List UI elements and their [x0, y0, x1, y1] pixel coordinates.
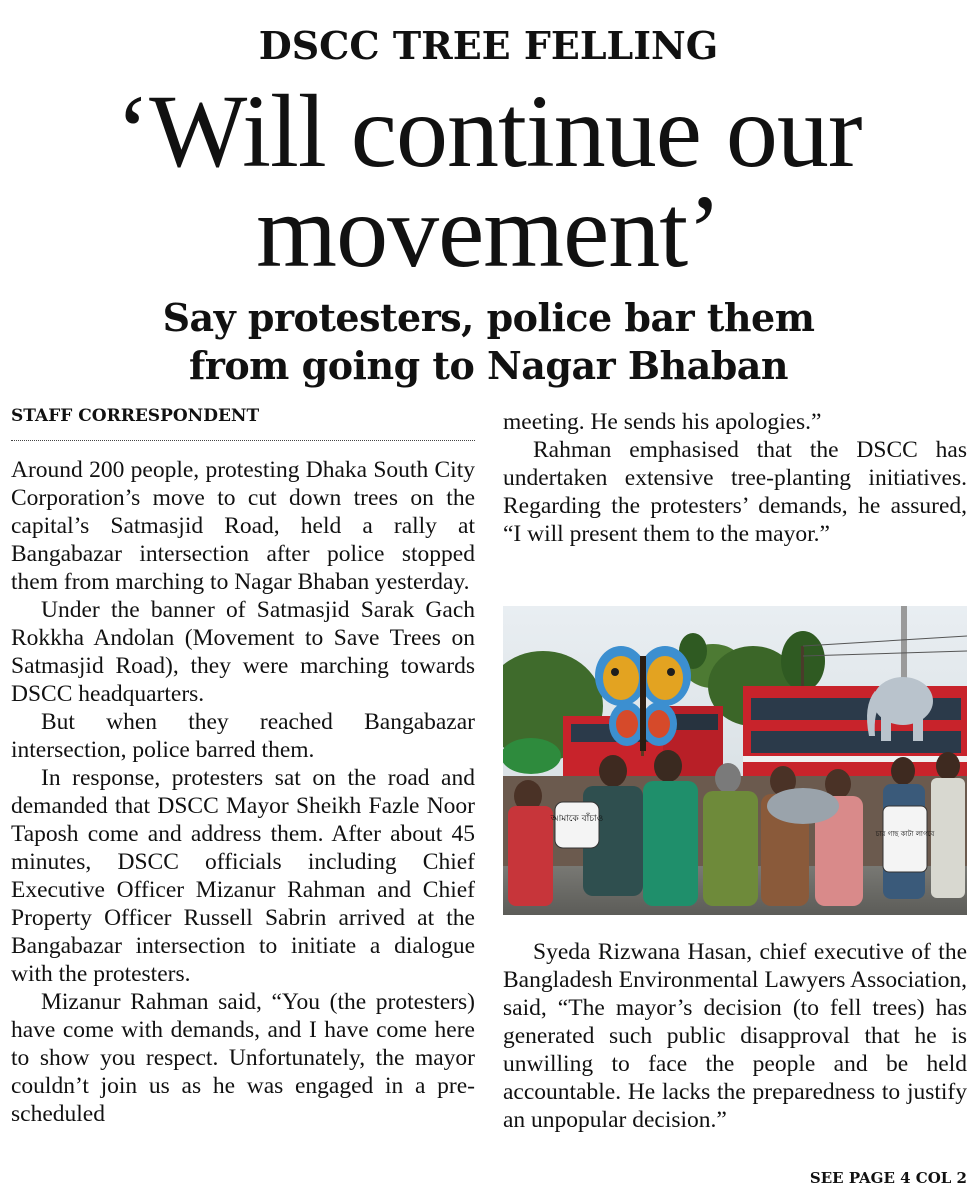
- paragraph: But when they reached Bangabazar intersection, police barred them.: [11, 709, 475, 763]
- headline-line-1: ‘Will continue our: [115, 74, 862, 189]
- subhead: [0, 294, 977, 390]
- headline: [0, 74, 977, 289]
- placard-left-text: আমাকে বাঁচাও: [550, 814, 604, 824]
- column-2-bottom: [503, 938, 967, 1134]
- paragraph: meeting. He sends his apologies.”: [503, 409, 822, 435]
- byline-divider: [11, 440, 475, 441]
- placard-right-text: চার গাছ কাটা লাগবে: [875, 830, 935, 838]
- subhead-line-1: Say protesters, police bar them: [162, 295, 815, 340]
- column-2-top: [503, 408, 967, 548]
- byline: STAFF CORRESPONDENT: [11, 406, 260, 426]
- photo-illustration: [503, 606, 967, 915]
- paragraph: Around 200 people, protesting Dhaka South City Corporation’s move to cut down trees on the capital’s Satmasjid Road, held a rally at Bangabazar intersection after police stopped them from marching to Nagar Bhaban yesterday.: [11, 457, 475, 595]
- column-1: [11, 456, 475, 1128]
- jump-reference: SEE PAGE 4 COL 2: [809, 1169, 967, 1187]
- paragraph: Rahman emphasised that the DSCC has undertaken extensive tree-planting initiatives. Regarding the protesters’ demands, he assured, “I will present them to the mayor.”: [503, 437, 967, 547]
- kicker: DSCC TREE FELLING: [258, 23, 719, 68]
- paragraph: In response, protesters sat on the road and demanded that DSCC Mayor Sheikh Fazle Noor Taposh come and address them. After about 45 minutes, DSCC officials including Chief Executive Officer Mizanur Rahman and Chief Property Officer Russell Sabrin arrived at the Bangabazar intersection to initiate a dialogue with the protesters.: [11, 765, 475, 987]
- paragraph: Mizanur Rahman said, “You (the protesters) have come with demands, and I have come here to show you respect. Unfortunately, the mayor couldn’t join us as he was engaged in a pre-scheduled: [11, 989, 475, 1127]
- paragraph: Syeda Rizwana Hasan, chief executive of the Bangladesh Environmental Lawyers Association, said, “The mayor’s decision (to fell trees) has generated such public disapproval that he is unwilling to face the people and be held accountable. He lacks the preparedness to justify an unpopular decision.”: [503, 939, 967, 1133]
- paragraph: Under the banner of Satmasjid Sarak Gach Rokkha Andolan (Movement to Save Trees on Satmasjid Road), they were marching towards DSCC headquarters.: [11, 597, 475, 707]
- subhead-line-2: from going to Nagar Bhaban: [188, 343, 789, 388]
- headline-line-2: movement’: [256, 174, 721, 289]
- protest-photo: [503, 606, 967, 915]
